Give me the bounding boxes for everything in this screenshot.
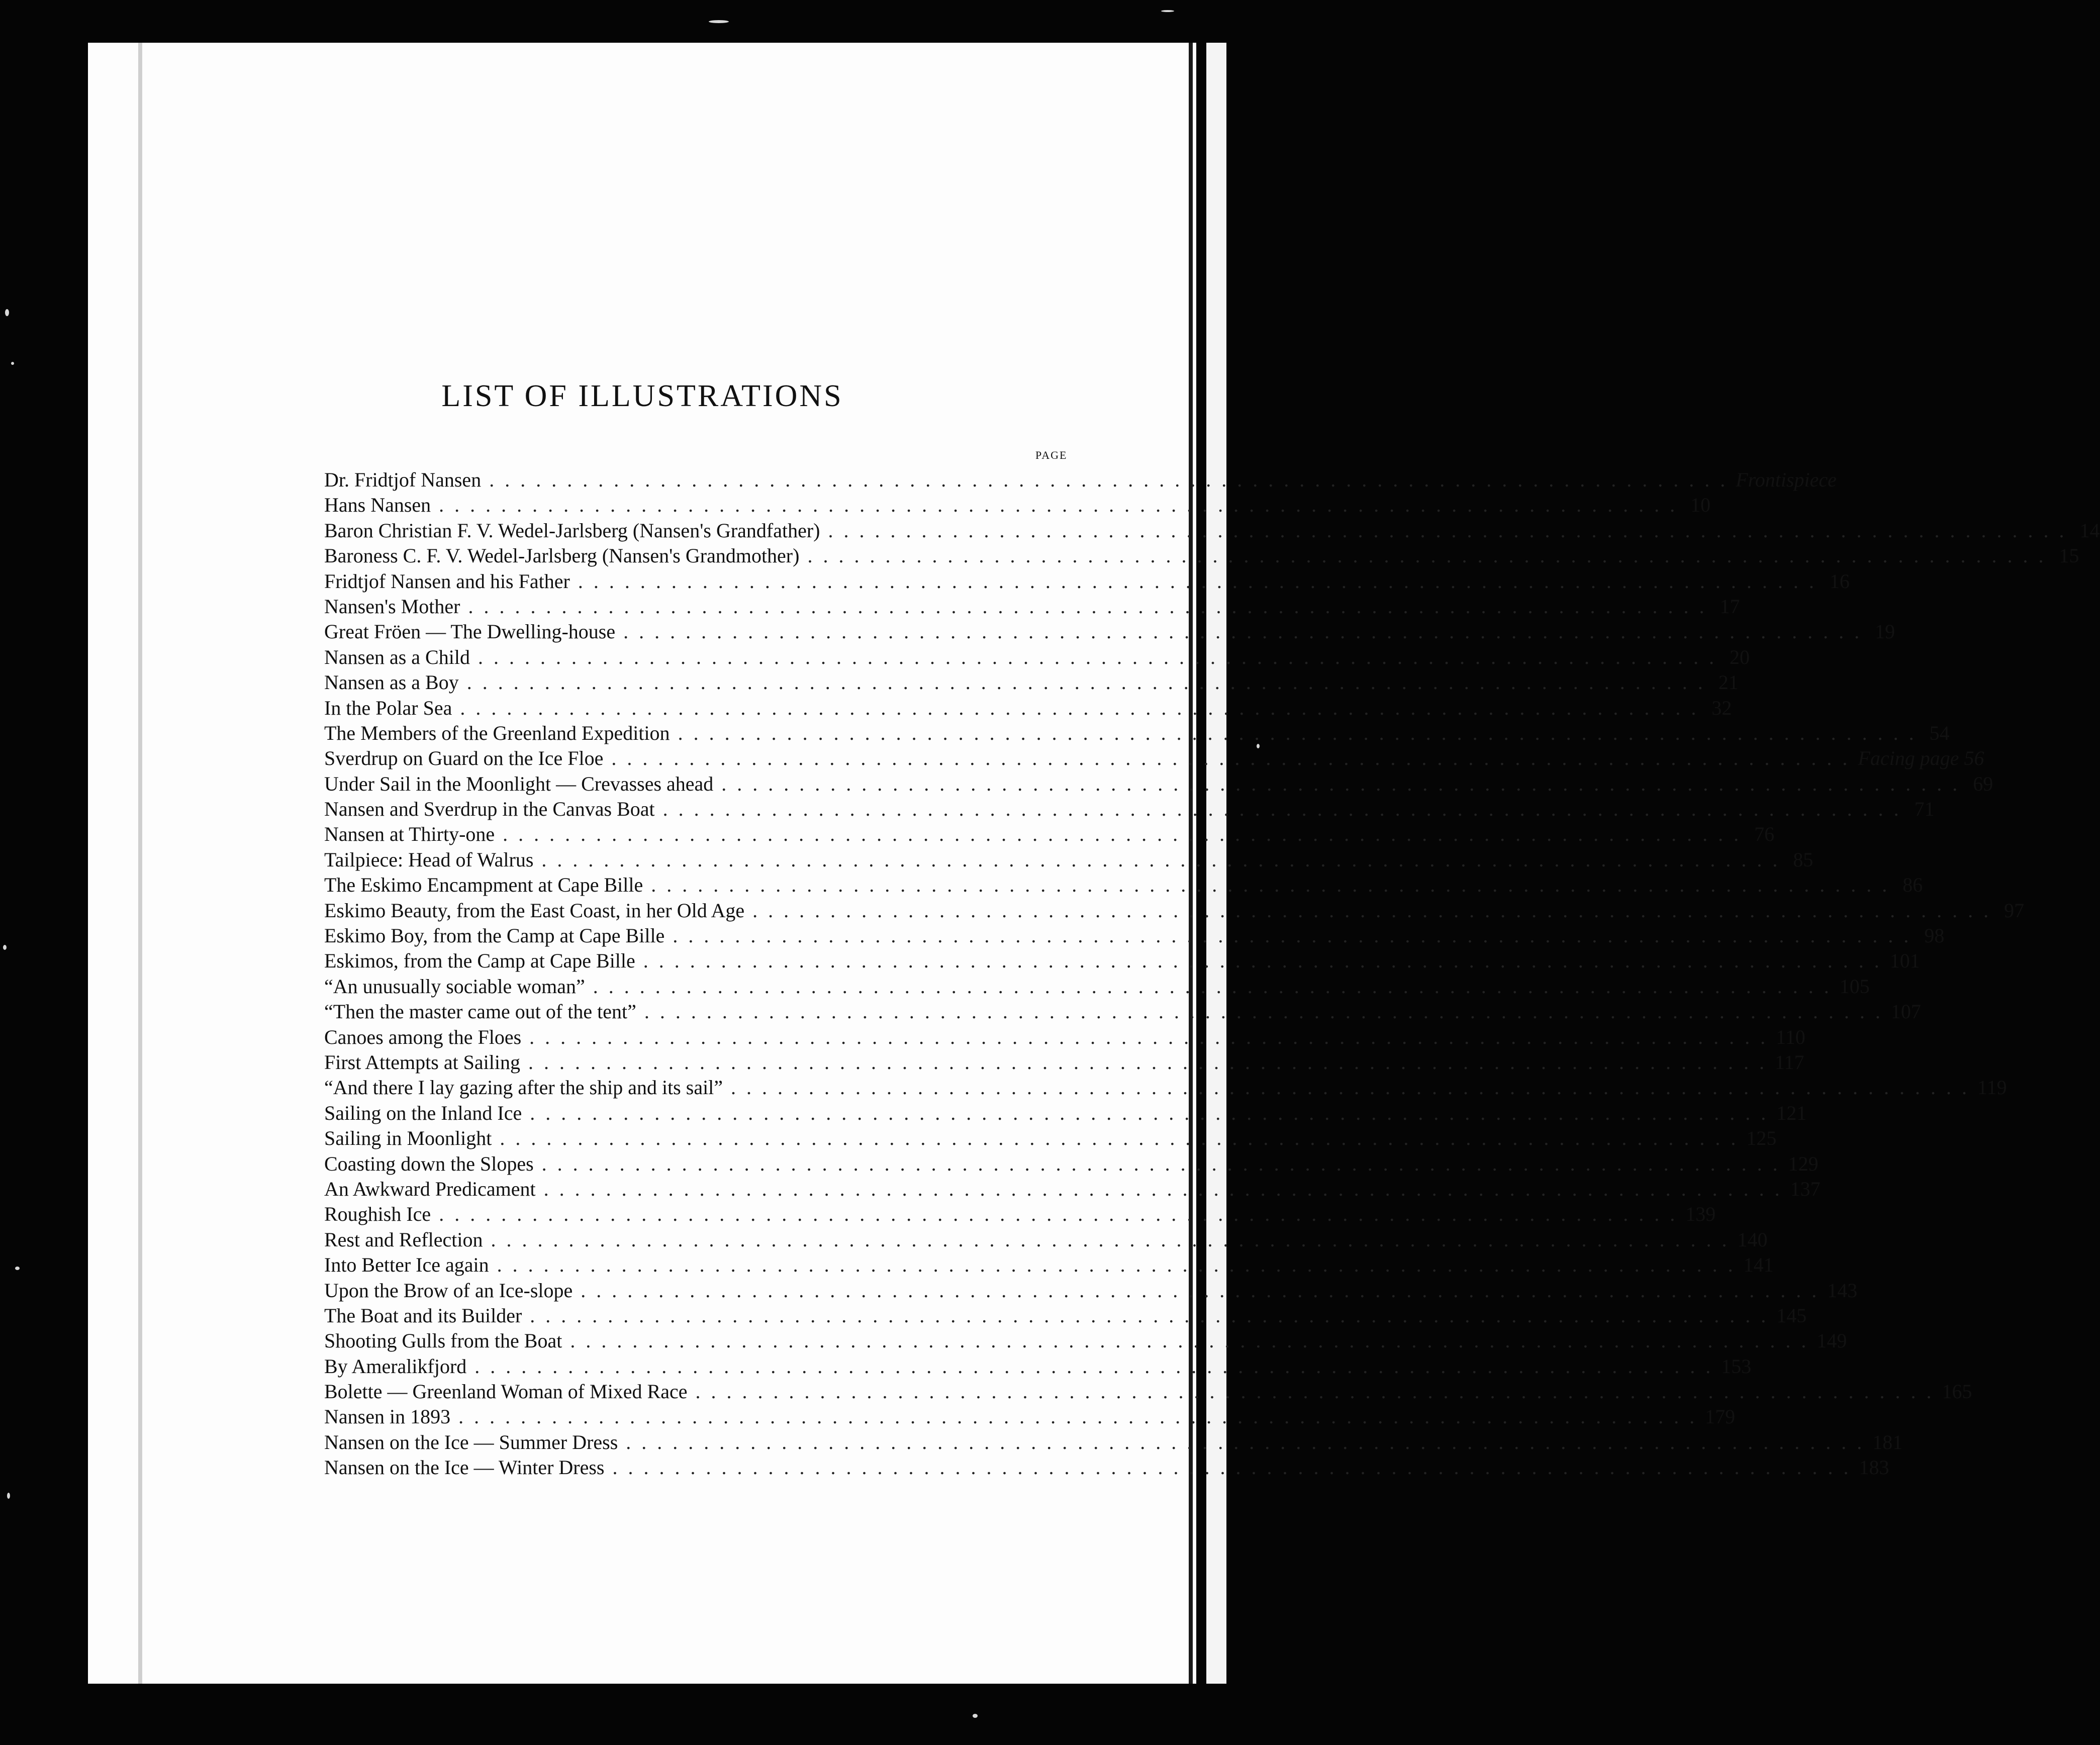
illustration-title: Fridtjof Nansen and his Father bbox=[324, 569, 570, 593]
list-item bbox=[324, 847, 1813, 873]
dot-leader: ................................................................................ bbox=[541, 848, 1788, 871]
page-column-header: PAGE bbox=[1035, 449, 1068, 461]
dot-leader: ................................................................................ bbox=[439, 494, 1686, 517]
dot-leader: ................................................................................ bbox=[439, 1203, 1686, 1226]
illustration-title: Rest and Reflection bbox=[324, 1228, 483, 1251]
page-number: 98 bbox=[1924, 924, 1945, 947]
page-number: 143 bbox=[1827, 1279, 1858, 1302]
page-number: 183 bbox=[1859, 1456, 1889, 1479]
list-item bbox=[324, 1227, 1768, 1252]
illustration-title: Nansen in 1893 bbox=[324, 1405, 451, 1428]
scan-speck bbox=[709, 20, 729, 23]
list-item bbox=[324, 822, 1775, 847]
list-item bbox=[324, 1303, 1807, 1328]
list-item bbox=[324, 1328, 1847, 1353]
illustration-title: Nansen at Thirty-one bbox=[324, 823, 495, 846]
dot-leader: ................................................................................ bbox=[530, 1304, 1777, 1327]
list-item bbox=[324, 1151, 1819, 1177]
illustration-title: Nansen as a Child bbox=[324, 645, 470, 668]
illustration-title: First Attempts at Sailing bbox=[324, 1050, 521, 1074]
illustration-title: Dr. Fridtjof Nansen bbox=[324, 468, 482, 491]
page-number: 16 bbox=[1829, 569, 1850, 593]
dot-leader: ................................................................................ bbox=[721, 772, 1968, 795]
illustration-title: Nansen and Sverdrup in the Canvas Boat bbox=[324, 798, 655, 821]
list-item bbox=[324, 518, 2100, 543]
scan-speck bbox=[15, 1267, 20, 1270]
illustration-title: Sverdrup on Guard on the Ice Floe bbox=[324, 747, 604, 770]
dot-leader: ................................................................................ bbox=[644, 1000, 1891, 1023]
illustration-title: Under Sail in the Moonlight — Crevasses ahead bbox=[324, 772, 714, 795]
dot-leader: ................................................................................ bbox=[460, 696, 1707, 719]
list-item bbox=[324, 1101, 1807, 1126]
dot-leader: ................................................................................ bbox=[593, 975, 1840, 998]
list-item bbox=[324, 670, 1739, 695]
dot-leader: ................................................................................ bbox=[695, 1380, 1942, 1403]
dot-leader: ................................................................................ bbox=[500, 1127, 1747, 1150]
list-item bbox=[324, 1126, 1777, 1151]
page-number: 71 bbox=[1914, 798, 1935, 821]
page-number: 21 bbox=[1718, 671, 1739, 694]
illustration-title: The Members of the Greenland Expedition bbox=[324, 721, 670, 744]
dot-leader: ................................................................................ bbox=[662, 798, 1910, 821]
dot-leader: ................................................................................ bbox=[530, 1101, 1777, 1124]
illustration-title: The Boat and its Builder bbox=[324, 1304, 522, 1327]
illustration-title: Sailing in Moonlight bbox=[324, 1127, 492, 1150]
illustration-title: Eskimo Beauty, from the East Coast, in her Old Age bbox=[324, 899, 745, 922]
page-number: 86 bbox=[1902, 874, 1923, 897]
dot-leader: ................................................................................ bbox=[623, 620, 1870, 643]
page-number: 85 bbox=[1793, 848, 1813, 871]
dot-leader: ................................................................................ bbox=[651, 874, 1898, 897]
list-item bbox=[324, 645, 1750, 670]
illustration-list bbox=[324, 467, 2100, 1481]
dot-leader: ................................................................................ bbox=[478, 645, 1725, 668]
dot-leader: ................................................................................ bbox=[570, 1329, 1817, 1352]
list-item bbox=[324, 1430, 1903, 1455]
scan-speck bbox=[3, 945, 7, 950]
illustration-title: Canoes among the Floes bbox=[324, 1025, 522, 1048]
page-number: 117 bbox=[1775, 1050, 1804, 1074]
page-number: 20 bbox=[1729, 645, 1750, 668]
illustration-title: The Eskimo Encampment at Cape Bille bbox=[324, 874, 643, 897]
dot-leader: ................................................................................ bbox=[807, 544, 2054, 567]
list-item bbox=[324, 1379, 1972, 1404]
page-number: 179 bbox=[1705, 1405, 1736, 1428]
dot-leader: ................................................................................ bbox=[503, 823, 1750, 846]
dot-leader: ................................................................................ bbox=[491, 1228, 1738, 1251]
dot-leader: ................................................................................ bbox=[752, 899, 1999, 922]
list-item bbox=[324, 873, 1923, 898]
page-number: 97 bbox=[2004, 899, 2025, 922]
illustration-title: Bolette — Greenland Woman of Mixed Race bbox=[324, 1380, 688, 1403]
list-item bbox=[324, 493, 1711, 518]
page-number: 145 bbox=[1776, 1304, 1807, 1327]
dot-leader: ................................................................................ bbox=[678, 721, 1925, 744]
page-number: 165 bbox=[1942, 1380, 1972, 1403]
list-item bbox=[324, 696, 1732, 721]
list-item bbox=[324, 1404, 1736, 1429]
dot-leader: ................................................................................ bbox=[611, 747, 1858, 770]
illustration-title: Upon the Brow of an Ice-slope bbox=[324, 1279, 573, 1302]
page-number: 149 bbox=[1817, 1329, 1847, 1352]
illustration-title: Shooting Gulls from the Boat bbox=[324, 1329, 562, 1352]
list-item bbox=[324, 543, 2079, 568]
list-item bbox=[324, 619, 1895, 644]
dot-leader: ................................................................................ bbox=[458, 1405, 1705, 1428]
page-number: 110 bbox=[1776, 1025, 1805, 1048]
dot-leader: ................................................................................ bbox=[529, 1025, 1776, 1048]
list-item bbox=[324, 1252, 1774, 1278]
list-item bbox=[324, 1202, 1716, 1227]
dot-leader: ................................................................................ bbox=[828, 519, 2075, 542]
page-number: 153 bbox=[1721, 1354, 1752, 1378]
page-number: Frontispiece bbox=[1736, 468, 1837, 491]
list-item bbox=[324, 974, 1870, 999]
page-number: 69 bbox=[1973, 772, 1993, 795]
page-number: 181 bbox=[1872, 1430, 1903, 1453]
dot-leader: ................................................................................ bbox=[643, 949, 1890, 973]
page-number: 17 bbox=[1720, 595, 1740, 618]
page-number: 119 bbox=[1977, 1076, 2007, 1099]
page-number: 101 bbox=[1889, 949, 1920, 973]
page-number: 141 bbox=[1743, 1253, 1774, 1277]
scan-speck bbox=[7, 1493, 10, 1499]
page-binding-shadow bbox=[138, 43, 142, 1684]
dot-leader: ................................................................................ bbox=[474, 1354, 1722, 1378]
list-item bbox=[324, 721, 1950, 746]
dot-leader: ................................................................................ bbox=[731, 1076, 1978, 1099]
illustration-title: An Awkward Predicament bbox=[324, 1177, 536, 1200]
list-item bbox=[324, 1354, 1752, 1379]
list-item bbox=[324, 569, 1850, 594]
list-item bbox=[324, 923, 1945, 948]
illustration-title: Coasting down the Slopes bbox=[324, 1152, 534, 1175]
illustration-title: “And there I lay gazing after the ship and its sail” bbox=[324, 1076, 723, 1099]
scan-speck bbox=[1161, 10, 1174, 12]
illustration-title: Hans Nansen bbox=[324, 494, 431, 517]
list-item bbox=[324, 1278, 1858, 1303]
page-number: 14 bbox=[2079, 519, 2100, 542]
dot-leader: ................................................................................ bbox=[543, 1177, 1790, 1200]
list-item bbox=[324, 594, 1740, 619]
list-item bbox=[324, 1025, 1805, 1050]
page-number: 19 bbox=[1875, 620, 1895, 643]
page-number: 76 bbox=[1754, 823, 1775, 846]
illustration-title: Great Fröen — The Dwelling-house bbox=[324, 620, 616, 643]
page-title: LIST OF ILLUSTRATIONS bbox=[441, 379, 843, 413]
illustration-title: “An unusually sociable woman” bbox=[324, 975, 585, 998]
list-item bbox=[324, 771, 1993, 797]
dot-leader: ................................................................................ bbox=[581, 1279, 1828, 1302]
illustration-title: Eskimo Boy, from the Camp at Cape Bille bbox=[324, 924, 665, 947]
illustration-title: By Ameralikfjord bbox=[324, 1354, 467, 1378]
page-number: 10 bbox=[1690, 494, 1711, 517]
list-item bbox=[324, 1050, 1804, 1075]
list-item bbox=[324, 999, 1921, 1024]
dot-leader: ................................................................................ bbox=[578, 569, 1825, 593]
illustration-title: Nansen as a Boy bbox=[324, 671, 459, 694]
scan-speck bbox=[5, 309, 9, 316]
page-number: 107 bbox=[1890, 1000, 1921, 1023]
page-number: 137 bbox=[1790, 1177, 1821, 1200]
list-item bbox=[324, 1075, 2007, 1100]
illustration-title: “Then the master came out of the tent” bbox=[324, 1000, 636, 1023]
page-number: 140 bbox=[1737, 1228, 1768, 1251]
illustration-title: Nansen on the Ice — Winter Dress bbox=[324, 1456, 605, 1479]
page-number: 105 bbox=[1839, 975, 1870, 998]
page-number: 32 bbox=[1711, 696, 1732, 719]
dot-leader: ................................................................................ bbox=[626, 1430, 1873, 1453]
list-item bbox=[324, 746, 1984, 771]
dot-leader: ................................................................................ bbox=[489, 468, 1736, 491]
illustration-title: Nansen's Mother bbox=[324, 595, 460, 618]
dot-leader: ................................................................................ bbox=[528, 1050, 1775, 1074]
illustration-title: Nansen on the Ice — Summer Dress bbox=[324, 1430, 618, 1453]
illustration-title: Sailing on the Inland Ice bbox=[324, 1101, 522, 1124]
list-item bbox=[324, 1177, 1821, 1202]
page-number: 125 bbox=[1746, 1127, 1777, 1150]
dot-leader: ................................................................................ bbox=[497, 1253, 1744, 1277]
page-number: 121 bbox=[1776, 1101, 1807, 1124]
dot-leader: ................................................................................ bbox=[541, 1152, 1788, 1175]
list-item bbox=[324, 467, 1837, 493]
dot-leader: ................................................................................ bbox=[468, 595, 1715, 618]
illustration-title: Into Better Ice again bbox=[324, 1253, 489, 1277]
illustration-title: In the Polar Sea bbox=[324, 696, 452, 719]
scan-speck bbox=[973, 1714, 978, 1718]
list-item bbox=[324, 797, 1935, 822]
list-item bbox=[324, 898, 2025, 923]
dot-leader: ................................................................................ bbox=[612, 1456, 1859, 1479]
page-number: 15 bbox=[2059, 544, 2079, 567]
page-number: 139 bbox=[1685, 1203, 1716, 1226]
illustration-title: Tailpiece: Head of Walrus bbox=[324, 848, 534, 871]
illustration-title: Roughish Ice bbox=[324, 1203, 431, 1226]
page-number: 54 bbox=[1929, 721, 1950, 744]
illustration-title: Baron Christian F. V. Wedel-Jarlsberg (Nansen's Grandfather) bbox=[324, 519, 820, 542]
dot-leader: ................................................................................ bbox=[466, 671, 1713, 694]
scan-speck bbox=[11, 362, 14, 365]
illustration-title: Eskimos, from the Camp at Cape Bille bbox=[324, 949, 635, 973]
list-item bbox=[324, 1455, 1889, 1480]
list-item bbox=[324, 948, 1920, 974]
dot-leader: ................................................................................ bbox=[673, 924, 1920, 947]
page-number: Facing page 56 bbox=[1858, 747, 1984, 770]
page-number: 129 bbox=[1788, 1152, 1819, 1175]
illustration-title: Baroness C. F. V. Wedel-Jarlsberg (Nansen's Grandmother) bbox=[324, 544, 800, 567]
